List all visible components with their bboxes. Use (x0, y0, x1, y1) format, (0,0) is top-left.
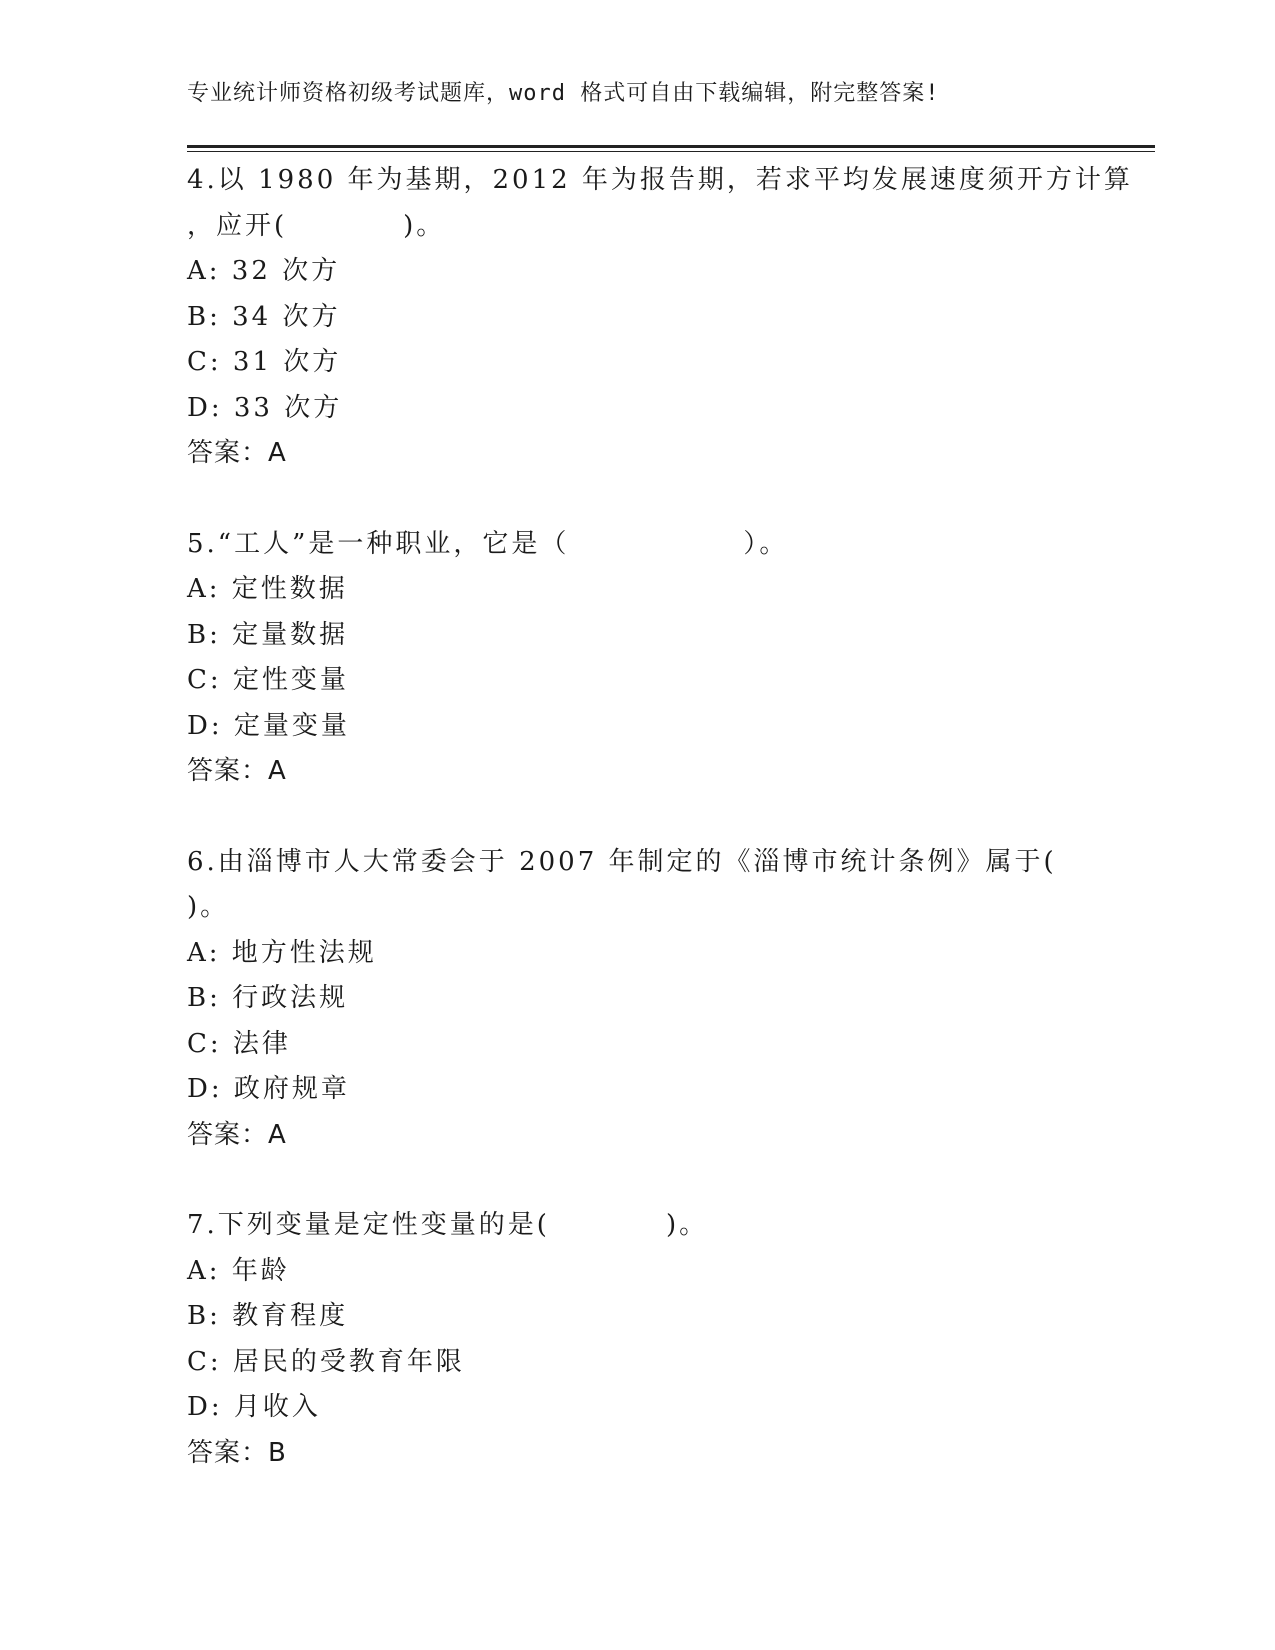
question-stem: 7.下列变量是定性变量的是( )。 (187, 1210, 709, 1240)
question-list (187, 158, 1147, 1521)
option-b: B: 行政法规 (187, 983, 349, 1013)
option-c: C: 法律 (187, 1028, 291, 1059)
question-stem: 4.以 1980 年为基期，2012 年为报告期，若求平均发展速度须开方计算 (187, 165, 1133, 195)
option-d: D: 月收入 (187, 1392, 321, 1422)
option-a: A: 32 次方 (187, 256, 341, 286)
option-c: C: 居民的受教育年限 (187, 1346, 465, 1377)
header-rule-thin (187, 151, 1155, 152)
answer-line: 答案：A (187, 756, 287, 786)
header-text: 专业统计师资格初级考试题库，word 格式可自由下载编辑，附完整答案! (187, 81, 940, 106)
option-a: A: 年龄 (187, 1255, 290, 1286)
option-c: C: 定性变量 (187, 665, 349, 695)
option-c: C: 31 次方 (187, 347, 342, 377)
option-d: D: 定量变量 (187, 710, 350, 741)
question-5 (187, 522, 1147, 795)
question-4 (187, 158, 1147, 477)
header-rule-thick (187, 145, 1155, 148)
answer-line: 答案：A (187, 438, 287, 468)
question-6 (187, 840, 1147, 1159)
option-a: A: 定性数据 (187, 574, 348, 604)
answer-line: 答案：B (187, 1437, 287, 1468)
option-a: A: 地方性法规 (187, 937, 377, 968)
question-stem: 6.由淄博市人大常委会于 2007 年制定的《淄博市统计条例》属于( (187, 846, 1057, 877)
option-b: B: 定量数据 (187, 619, 349, 650)
question-stem: 5.“工人”是一种职业，它是（ ）。 (187, 528, 789, 559)
option-b: B: 34 次方 (187, 301, 341, 332)
option-b: B: 教育程度 (187, 1301, 349, 1331)
answer-line: 答案：A (187, 1119, 287, 1150)
question-stem: ，应开( )。 (187, 210, 446, 241)
question-stem: )。 (187, 892, 230, 922)
option-d: D: 政府规章 (187, 1074, 350, 1104)
option-d: D: 33 次方 (187, 392, 343, 423)
question-7 (187, 1203, 1147, 1476)
